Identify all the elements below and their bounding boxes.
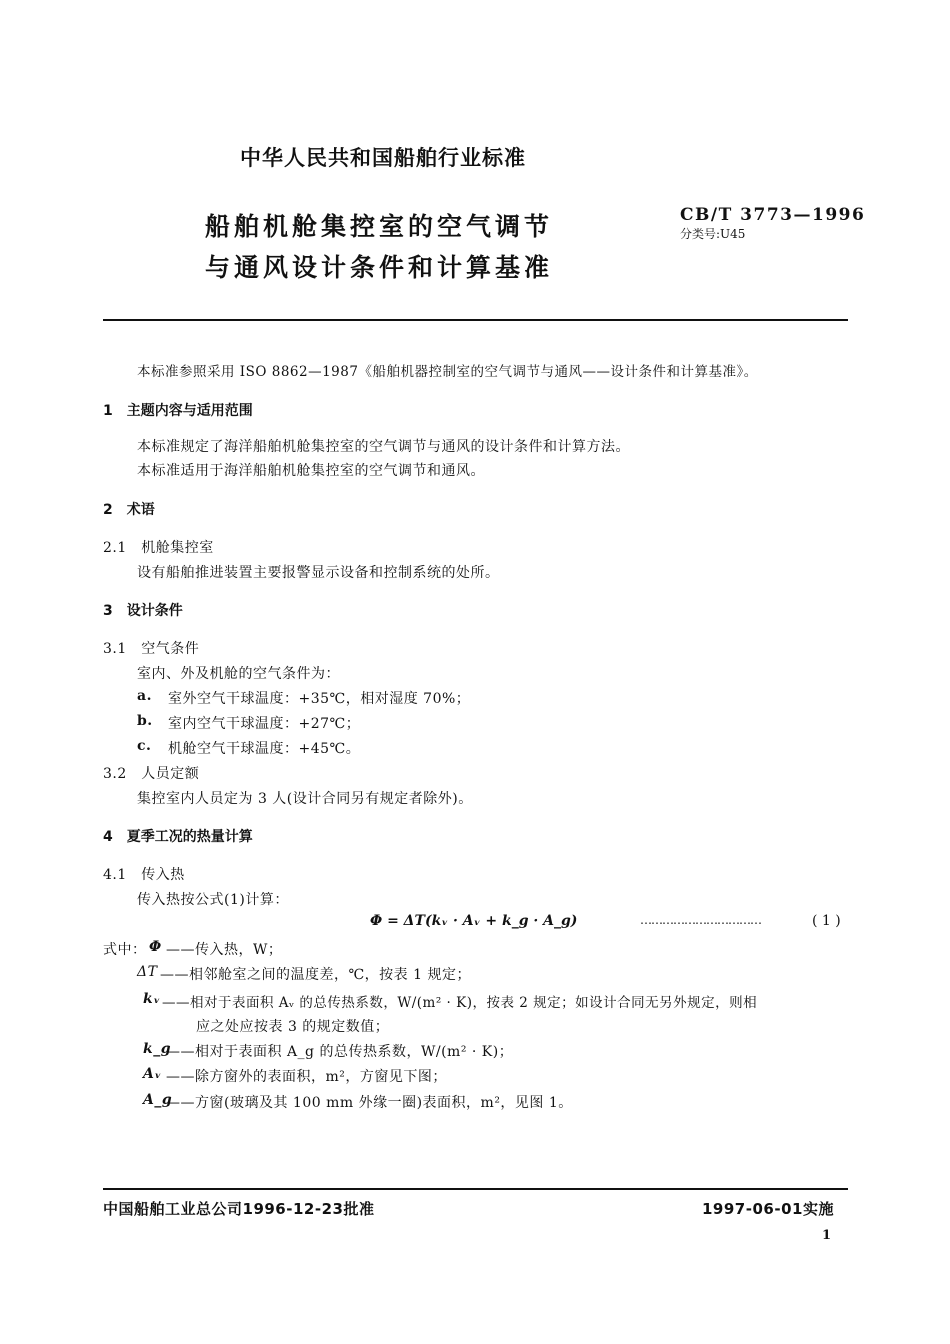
definition-symbol: Aᵥ	[143, 1066, 162, 1082]
section-4-heading: 4 夏季工况的热量计算	[103, 829, 253, 845]
subsection-4-1-heading: 4.1 传入热	[103, 867, 185, 883]
page-number: 1	[822, 1228, 832, 1243]
formula-leader-dots: ……………………………	[640, 913, 761, 927]
definition-text: ——相对于表面积 A_g 的总传热系数，W/(m² · K)；	[166, 1044, 514, 1060]
definition-text: ——方窗(玻璃及其 100 mm 外缘一圈)表面积，m²，见图 1。	[166, 1095, 573, 1111]
definition-text: ——相邻舱室之间的温度差，℃，按表 1 规定；	[160, 967, 471, 983]
definition-text: ——相对于表面积 Aᵥ 的总传热系数，W/(m² · K)，按表 2 规定；如设计合同无另外规定，则相	[162, 995, 758, 1011]
preface-text: 本标准参照采用 ISO 8862—1987《船舶机器控制室的空气调节与通风——设计条件和计算基准》。	[137, 364, 758, 380]
list-item: 机舱空气干球温度：+45℃。	[168, 741, 361, 757]
definition-symbol: kᵥ	[143, 991, 161, 1007]
subsection-2-1-heading: 2.1 机舱集控室	[103, 540, 214, 556]
definition-continuation: 应之处应按表 3 的规定数值；	[196, 1019, 390, 1035]
definition-symbol: ΔT	[137, 964, 158, 980]
approval-line: 中国船舶工业总公司1996-12-23批准	[103, 1200, 375, 1218]
section-1-paragraph-2: 本标准适用于海洋船舶机舱集控室的空气调节和通风。	[137, 463, 485, 479]
classification-number: 分类号:U45	[680, 227, 746, 241]
list-item-label: b.	[137, 713, 153, 729]
subsection-3-1-heading: 3.1 空气条件	[103, 641, 200, 657]
where-label: 式中：	[103, 942, 147, 958]
section-1-heading: 1 主题内容与适用范围	[103, 403, 253, 419]
definition-text: ——传入热，W；	[166, 942, 283, 958]
section-2-heading: 2 术语	[103, 502, 155, 518]
subsection-4-1-intro: 传入热按公式(1)计算：	[137, 892, 289, 908]
effective-date: 1997-06-01实施	[702, 1200, 834, 1218]
standard-code: CB/T 3773—1996	[680, 205, 866, 225]
section-3-heading: 3 设计条件	[103, 603, 183, 619]
header-rule	[103, 319, 848, 321]
org-title: 中华人民共和国船舶行业标准	[240, 146, 526, 170]
list-item-label: a.	[137, 688, 152, 704]
subsection-2-1-text: 设有船舶推进装置主要报警显示设备和控制系统的处所。	[137, 565, 500, 581]
section-1-paragraph-1: 本标准规定了海洋船舶机舱集控室的空气调节与通风的设计条件和计算方法。	[137, 439, 630, 455]
definition-symbol: A_g	[143, 1092, 173, 1108]
list-item-label: c.	[137, 738, 152, 754]
list-item: 室内空气干球温度：+27℃；	[168, 716, 361, 732]
doc-title-line2: 与通风设计条件和计算基准	[205, 253, 554, 282]
subsection-3-2-text: 集控室内人员定为 3 人(设计合同另有规定者除外)。	[137, 791, 473, 807]
definition-text: ——除方窗外的表面积，m²，方窗见下图；	[166, 1069, 447, 1085]
subsection-3-1-intro: 室内、外及机舱的空气条件为：	[137, 666, 340, 682]
doc-title-line1: 船舶机舱集控室的空气调节	[205, 212, 554, 241]
formula: Φ = ΔT(kᵥ · Aᵥ + k_g · A_g)	[370, 913, 578, 929]
footer-rule	[103, 1188, 848, 1190]
list-item: 室外空气干球温度：+35℃，相对湿度 70%；	[168, 691, 471, 707]
definition-symbol: Φ	[149, 939, 162, 955]
definition-symbol: k_g	[143, 1041, 171, 1057]
subsection-3-2-heading: 3.2 人员定额	[103, 766, 200, 782]
formula-number: ( 1 )	[812, 913, 841, 929]
